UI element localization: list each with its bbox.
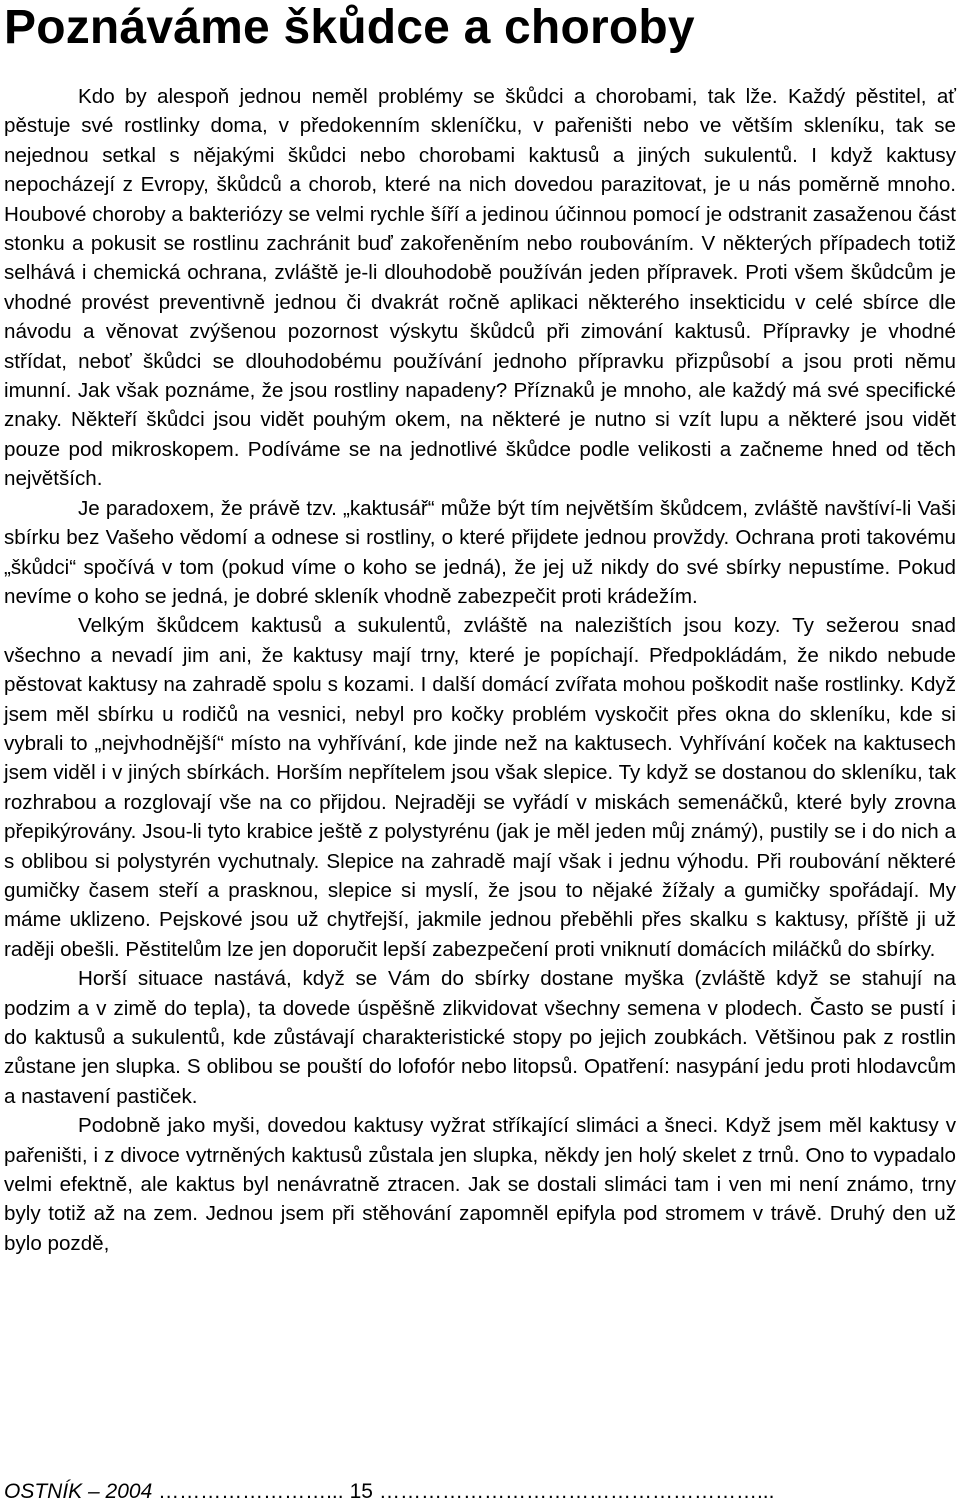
document-page [4,0,956,1258]
article-body [4,82,956,1258]
page-title: Poznáváme škůdce a choroby [4,1,695,54]
paragraph: Kdo by alespoň jednou neměl problémy se škůdci a chorobami, tak lže. Každý pěstitel, ať pěstuje své rostlinky doma, v předokenním skleníčku, v pařeništi nebo ve větším skleníku, tak se nejednou setkal s nějakými škůdci nebo chorobami kaktusů a jiných sukulentů. I když kaktusy nepocházejí z Evropy, škůdců a chorob, které na nich dovedou parazitovat, je u nás poměrně mnoho. Houbové choroby a bakteriózy se velmi rychle šíří a jedinou účinnou pomocí je odstranit zasaženou část stonku a pokusit se rostlinu zachránit buď zakořeněním nebo roubováním. V některých případech totiž selhává i chemická ochrana, zvláště je-li dlouhodobě používán jeden přípravek. Proti všem škůdcům je vhodné provést preventivně jednou či dvakrát ročně aplikaci některého insekticidu v celé sbírce dle návodu a věnovat zvýšenou pozornost výskytu škůdců při zimování kaktusů. Přípravky je vhodné střídat, neboť škůdci se dlouhodobému používání jednoho přípravku přizpůsobí a jsou proti němu imunní. Jak však poznáme, že jsou rostliny napadeny? Příznaků je mnoho, ale každý má své specifické znaky. Někteří škůdci jsou vidět pouhým okem, na některé je nutno si vzít lupu a některé jsou vidět pouze pod mikroskopem. Podíváme se na jednotlivé škůdce podle velikosti a začneme hned od těch největších. [4,85,956,491]
paragraph: Je paradoxem, že právě tzv. „kaktusář“ může být tím největším škůdcem, zvláště navštíví-li Vaši sbírku bez Vašeho vědomí a odnese si rostliny, o které přijdete jednou provždy. Ochrana proti takovému „škůdci“ spočívá v tom (pokud víme o koho se jedná), že jej už nikdy do své sbírky nepustíme. Pokud nevíme o koho se jedná, je dobré skleník vhodně zabezpečit proti krádežím. [4,496,956,608]
journal-year: 2004 [105,1480,153,1503]
footer-dots-left: ……………………... [152,1480,344,1503]
footer-separator: – [82,1480,106,1503]
paragraph: Podobně jako myši, dovedou kaktusy vyžrat stříkající slimáci a šneci. Když jsem měl kaktusy v pařeništi, i z divoce vytrněných kaktusů zůstala jen slupka, někdy jen holý skelet z trnů. Ono to vypadalo velmi efektně, ale kaktus byl nenávratně ztracen. Jak se dostali slimáci tam i ven mi není známo, trny byly totiž až na zem. Jednou jsem při stěhování zapomněl epifyla pod stromem v trávě. Druhý den už bylo pozdě, [4,1114,956,1255]
page-footer [4,1478,956,1506]
page-number: 15 [349,1480,373,1503]
journal-name: OSTNÍK [4,1480,83,1503]
paragraph: Velkým škůdcem kaktusů a sukulentů, zvláště na nalezištích jsou kozy. Ty sežerou snad všechno a nevadí jim ani, že kaktusy mají trny, které je popíchají. Předpokládám, že nikdo nebude pěstovat kaktusy na zahradě spolu s kozami. I další domácí zvířata mohou poškodit naše rostlinky. Když jsem měl sbírku u rodičů na vesnici, nebyl pro kočky problém vyskočit přes okna do skleníku, kde si vybrali to „nejvhodnější“ místo na vyhřívání, kde jinde než na kaktusech. Vyhřívání koček na kaktusech jsem viděl i v jiných sbírkách. Horším nepřítelem jsou však slepice. Ty když se dostanou do skleníku, tak rozhrabou a rozglovají vše na co přijdou. Nejraději se vyřádí v miskách semenáčků, které byly zrovna přepikýrovány. Jsou-li tyto krabice ještě z polystyrénu (jak je měl jeden můj známý), pustily se i do nich a s oblibou si polystyrén vychutnaly. Slepice na zahradě mají však i jednu výhodu. Při roubování některé gumičky časem steří a prasknou, slepice si myslí, že jsou to nějaké žížaly a gumičky spořádají. My máme uklizeno. Pejskové jsou už chytřejší, jakmile jednou přeběhli přes skalku s kaktusy, příště ji už raději obešli. Pěstitelům lze jen doporučit lepší zabezpečení proti vniknutí domácích miláčků do sbírky. [4,614,956,961]
paragraph: Horší situace nastává, když se Vám do sbírky dostane myška (zvláště když se stahují na podzim a v zimě do tepla), ta dovede úspěšně zlikvidovat všechny semena v plodech. Často se pustí i do kaktusů a sukulentů, kde zůstávají charakteristické stopy po jejich zoubkách. Většinou pak z rostlin zůstane jen slupka. S oblibou se pouští do lofofór nebo litopsů. Opatření: nasypání jedu proti hlodavcům a nastavení pastiček. [4,967,956,1108]
footer-dots-right: ………………………………………………... [378,1480,775,1503]
